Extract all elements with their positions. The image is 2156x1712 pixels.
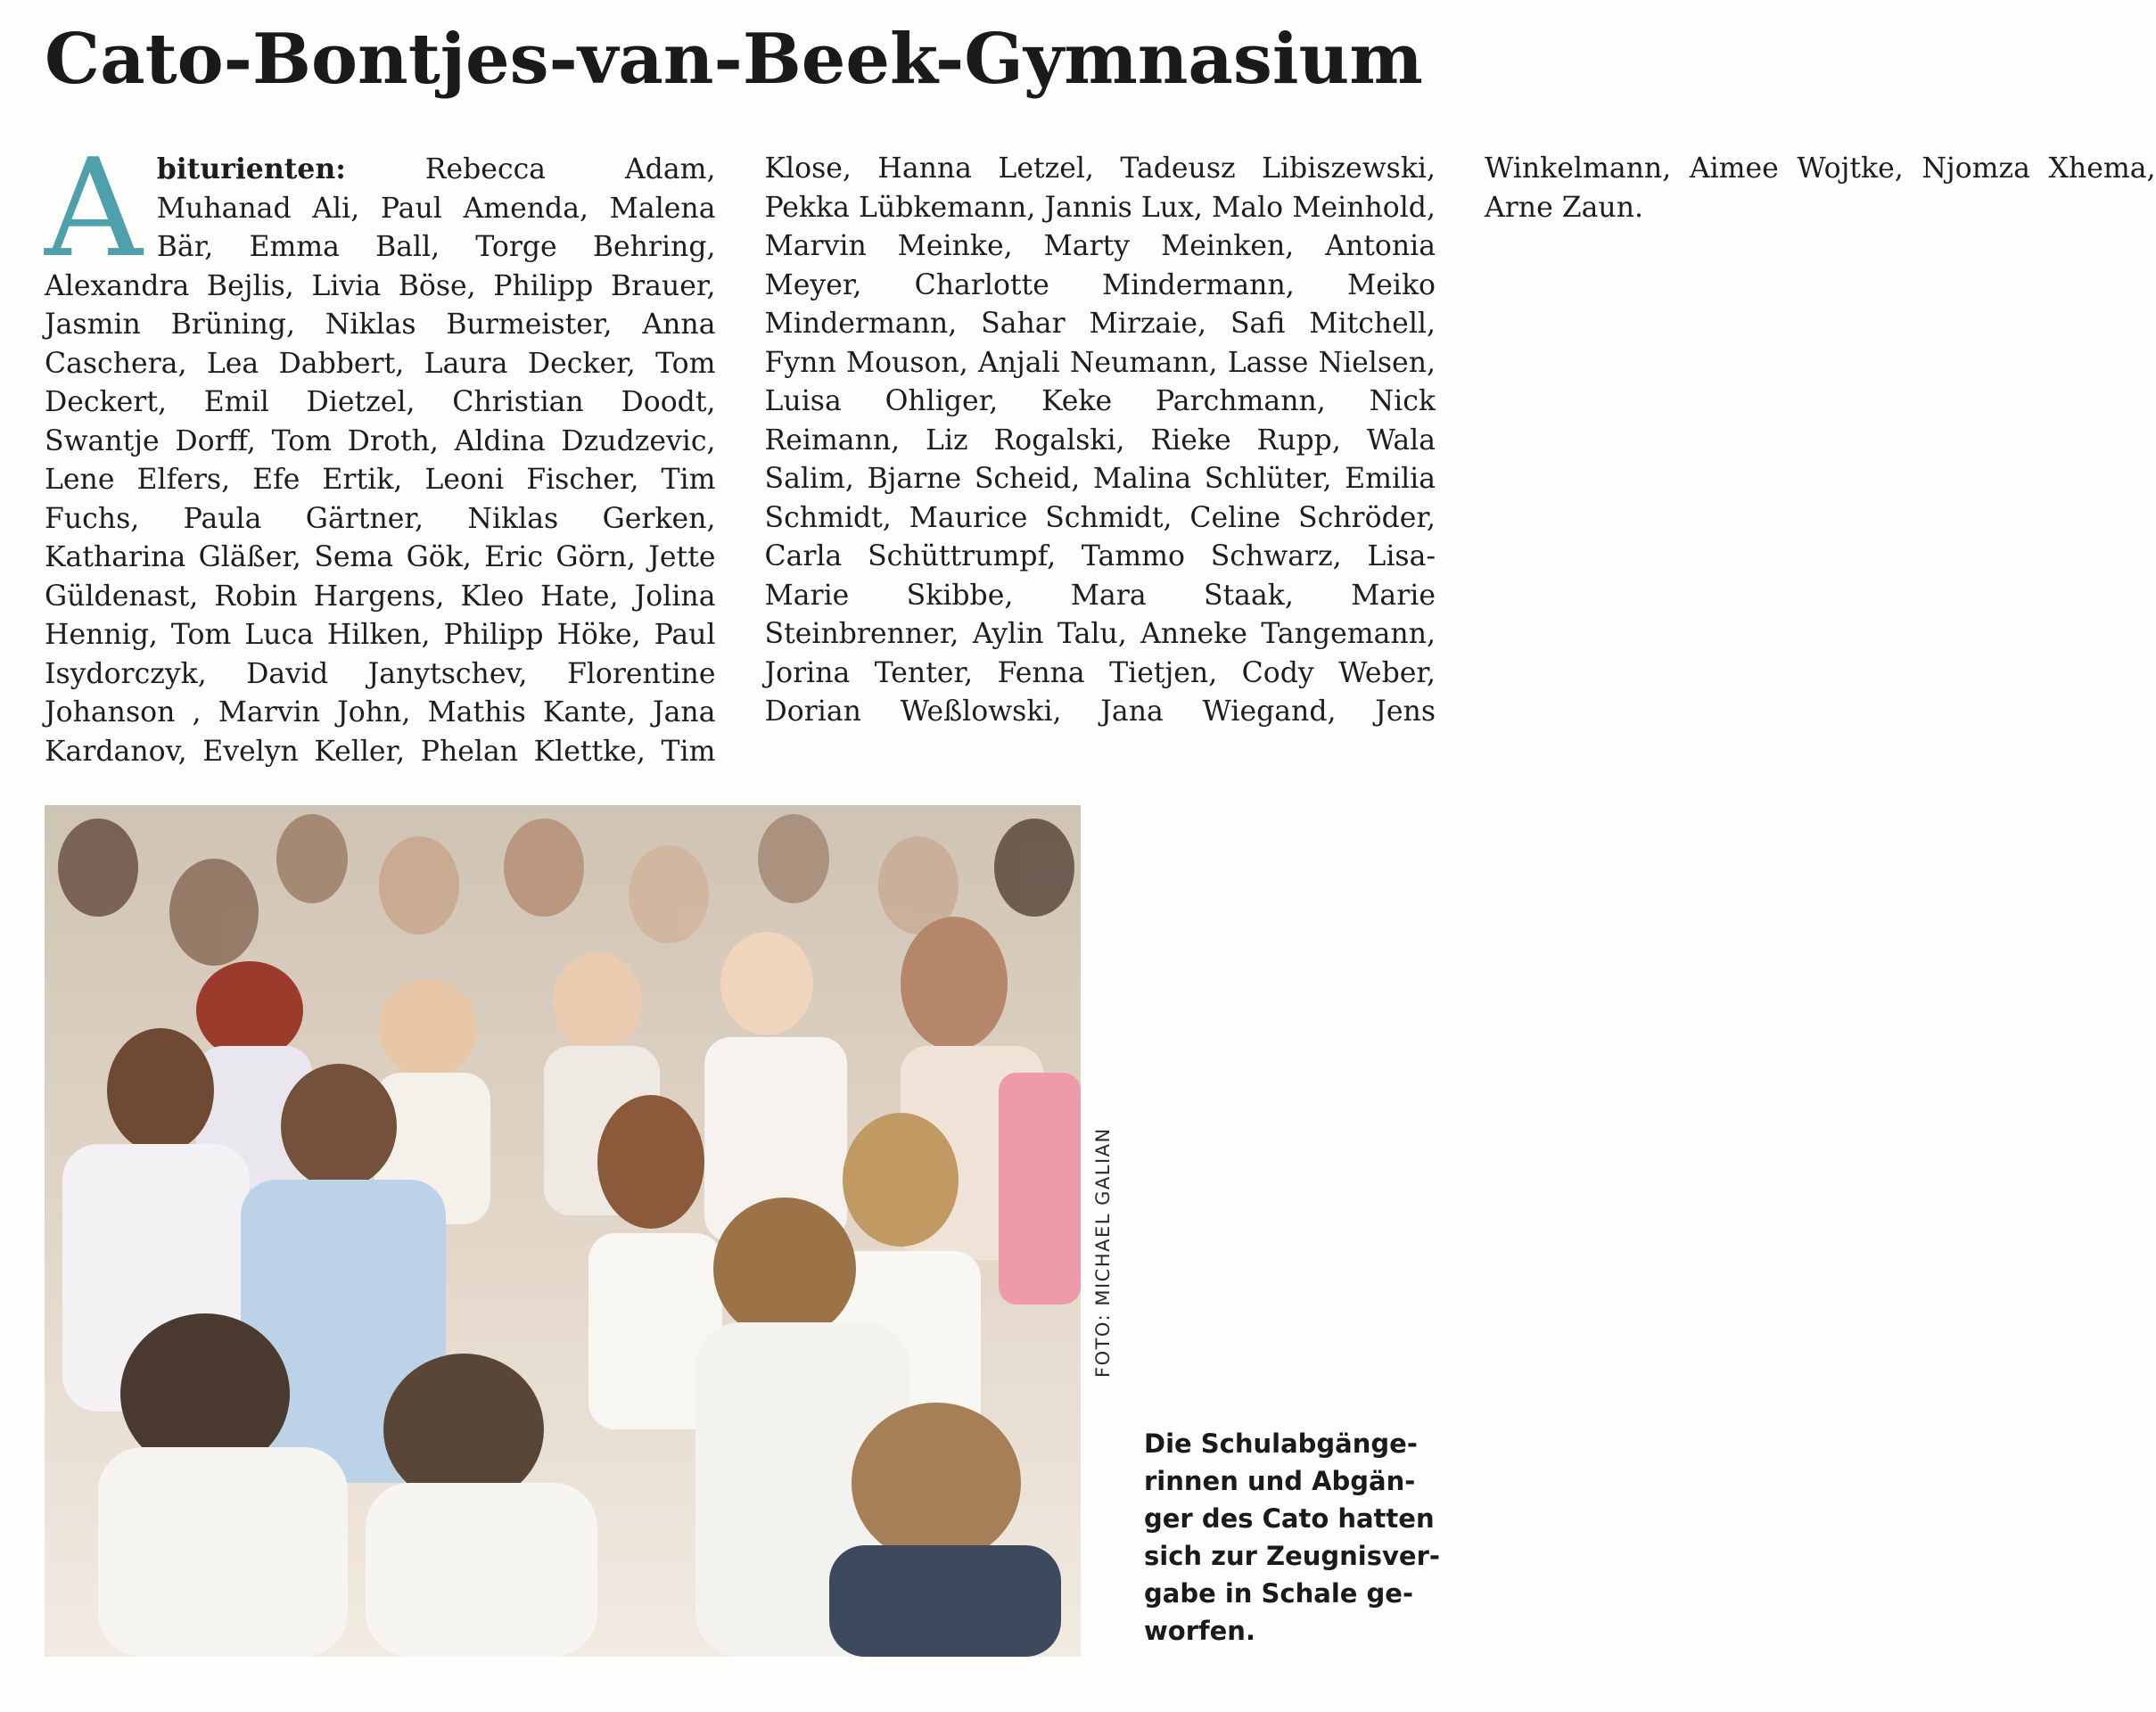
caption-line: rinnen und Abgän- [1144,1466,1416,1496]
headline: Cato-Bontjes-van-Beek-Gymnasium [45,19,1423,100]
article-paragraph [45,129,2156,774]
caption-line: gabe in Schale ge- [1144,1578,1413,1609]
lead-label: biturienten: [156,152,346,185]
photo-caption [1144,1425,1447,1650]
graduation-photo [45,805,1081,1657]
caption-line: worfen. [1144,1616,1255,1646]
caption-line: ger des Cato hatten [1144,1503,1435,1534]
photo-credit: FOTO: MICHAEL GALIAN [1092,1127,1114,1378]
article-body [45,129,2156,774]
drop-cap: A [45,129,143,287]
caption-line: Die Schulabgänge- [1144,1428,1418,1459]
graduate-names: Rebecca Adam, Muhanad Ali, Paul Amenda, Malena Bär, Emma Ball, Torge Behring, Alexandra Bejlis, Livia Böse, Philipp Brauer, Jasmin Brüning, Niklas Burmeister, Anna Caschera, Lea Dabbert, Laura Decker, Tom Deckert, Emil Dietzel, Christian Doodt, Swantje Dorff, Tom Droth, Aldina Dzudzevic, Lene Elfers, Efe Ertik, Leoni Fischer, Tim Fuchs, Paula Gärtner, Niklas Gerken, Katharina Gläßer, Sema Gök, Eric Görn, Jette Güldenast, Robin Hargens, Kleo Hate, Jolina Hennig, Tom Luca Hilken, Philipp Höke, Paul Isydorczyk, David Janytschev, Florentine Johanson , Marvin John, Mathis Kante, Jana Kardanov, Evelyn Keller, Phelan Klettke, Tim Klose, Hanna Letzel, Tadeusz Libiszewski, Pekka Lübkemann, Jannis Lux, Malo Meinhold, Marvin Meinke, Marty Meinken, Antonia Meyer, Charlotte Mindermann, Meiko Mindermann, Sahar Mirzaie, Safi Mitchell, Fynn Mouson, Anjali Neumann, Lasse Nielsen, Luisa Ohliger, Keke Parchmann, Nick Reimann, Liz Rogalski, Rieke Rupp, Wala Salim, Bjarne Scheid, Malina Schlüter, Emilia Schmidt, Maurice Schmidt, Celine Schröder, Carla Schüttrumpf, Tammo Schwarz, Lisa-Marie Skibbe, Mara Staak, Marie Steinbrenner, Aylin Talu, Anneke Tangemann, Jorina Tenter, Fenna Tietjen, Cody Weber, Dorian Weßlowski, Jana Wiegand, Jens Winkelmann, Aimee Wojtke, Njomza Xhema, Arne Zaun. [45,152,2156,768]
caption-line: sich zur Zeugnisver- [1144,1541,1440,1571]
